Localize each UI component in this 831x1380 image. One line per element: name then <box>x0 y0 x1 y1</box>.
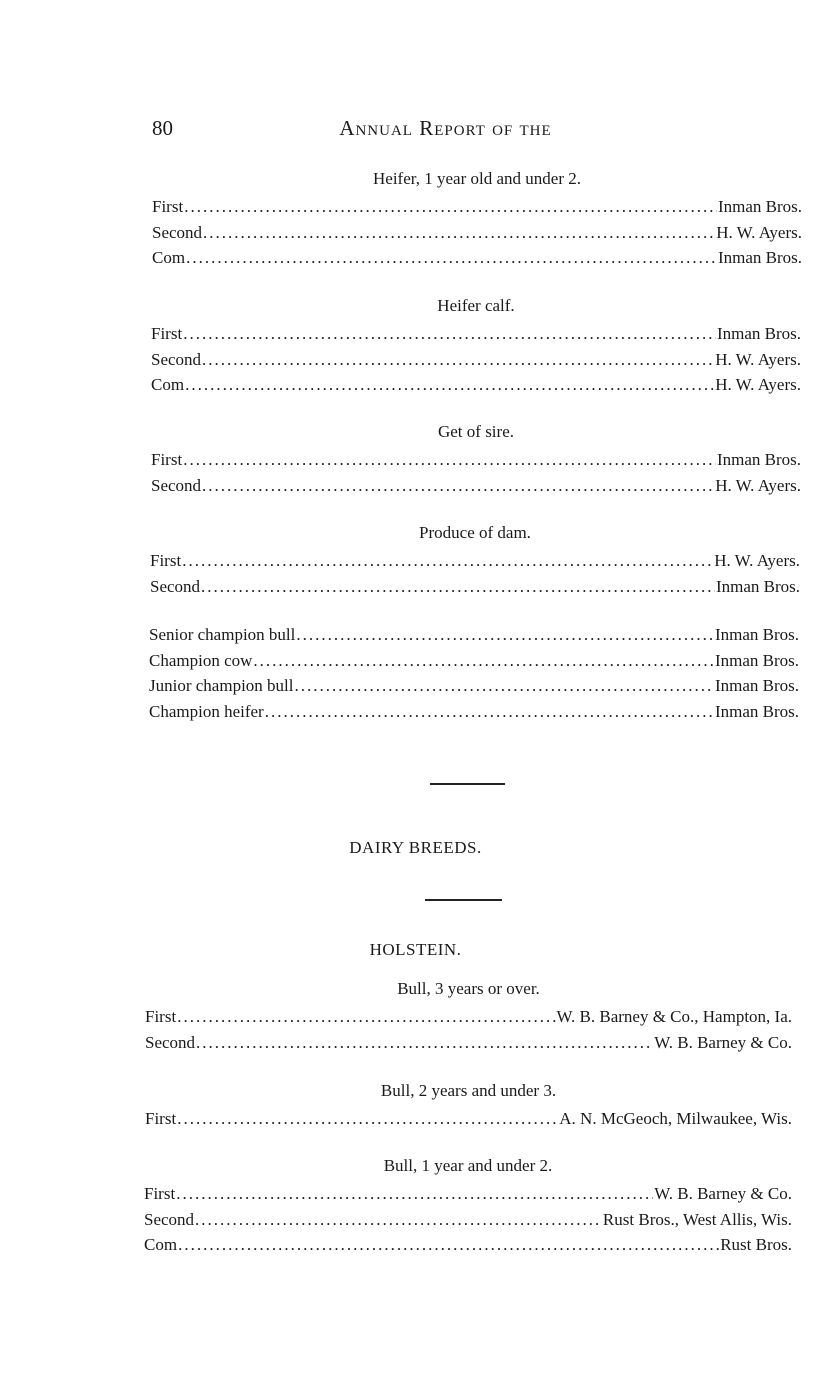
leader-dots <box>203 220 715 246</box>
divider-rule <box>430 783 505 785</box>
award-label: Second <box>145 1032 196 1052</box>
award-label: Second <box>152 222 203 242</box>
award-row <box>150 574 800 600</box>
divider-rule <box>425 899 502 901</box>
leader-dots <box>185 372 714 398</box>
leader-dots <box>178 1232 719 1258</box>
award-row <box>149 673 799 699</box>
award-row <box>152 245 802 271</box>
leader-dots <box>183 321 716 347</box>
award-winner: H. W. Ayers. <box>714 551 800 570</box>
award-label: First <box>151 324 183 343</box>
award-label: Com <box>152 248 186 267</box>
award-label: First <box>150 551 182 570</box>
award-label: First <box>144 1184 176 1203</box>
section-produce-of-dam <box>150 521 800 599</box>
award-label: First <box>152 197 184 216</box>
award-row <box>151 473 801 499</box>
award-winner: Inman Bros. <box>717 197 802 216</box>
section-heading: Produce of dam. <box>419 523 531 542</box>
award-row <box>151 321 801 347</box>
award-winner: Rust Bros. <box>720 1235 792 1254</box>
page-number: 80 <box>152 116 173 140</box>
award-winner: Inman Bros. <box>715 576 800 596</box>
leader-dots <box>184 194 717 220</box>
leader-dots <box>253 648 714 674</box>
award-winner: W. B. Barney & Co. <box>654 1184 792 1203</box>
award-winner: H. W. Ayers. <box>715 349 801 369</box>
section-bull-2-years <box>145 1079 792 1132</box>
leader-dots <box>177 1106 558 1132</box>
award-label: First <box>145 1007 177 1026</box>
award-label: Second <box>151 349 202 369</box>
award-label: Senior champion bull <box>149 625 296 644</box>
leader-dots <box>265 699 714 725</box>
leader-dots <box>196 1030 653 1056</box>
section-bull-1-year <box>144 1154 792 1258</box>
leader-dots <box>296 622 714 648</box>
award-label: Second <box>144 1209 195 1229</box>
award-winner: Inman Bros. <box>716 324 801 343</box>
leader-dots <box>182 548 713 574</box>
award-row <box>149 622 799 648</box>
award-row <box>151 372 801 398</box>
award-winner: H. W. Ayers. <box>716 222 802 242</box>
award-row <box>152 220 802 246</box>
award-label: Champion heifer <box>149 701 264 721</box>
award-row <box>152 194 802 220</box>
award-winner: Inman Bros. <box>717 248 802 267</box>
leader-dots <box>177 1004 555 1030</box>
award-winner: Inman Bros. <box>716 450 801 469</box>
running-head: Annual Report of the <box>339 116 552 140</box>
award-winner: Inman Bros. <box>714 650 799 670</box>
section-heading: Bull, 1 year and under 2. <box>383 1156 553 1175</box>
award-label: Com <box>151 375 185 394</box>
award-winner: Inman Bros. <box>714 676 799 695</box>
award-row <box>145 1030 792 1056</box>
award-winner: W. B. Barney & Co. <box>654 1032 792 1052</box>
section-get-of-sire <box>151 420 801 498</box>
award-label: Com <box>144 1235 178 1254</box>
award-label: Junior champion bull <box>149 676 294 695</box>
section-heading: Bull, 3 years or over. <box>397 979 540 998</box>
award-row <box>145 1004 792 1030</box>
award-winner: Rust Bros., West Allis, Wis. <box>602 1209 792 1229</box>
leader-dots <box>186 245 717 271</box>
leader-dots <box>201 574 715 600</box>
award-winner: W. B. Barney & Co., Hampton, Ia. <box>556 1007 792 1026</box>
section-champions <box>149 622 799 724</box>
section-bull-3-years <box>145 977 792 1055</box>
award-label: First <box>151 450 183 469</box>
award-row <box>150 548 800 574</box>
section-heading: Heifer, 1 year old and under 2. <box>373 169 581 188</box>
award-winner: Inman Bros. <box>714 701 799 721</box>
leader-dots <box>202 473 714 499</box>
section-heifer-calf <box>151 294 801 398</box>
award-row <box>144 1207 792 1233</box>
award-label: First <box>145 1109 177 1128</box>
award-label: Champion cow <box>149 650 253 670</box>
award-row <box>144 1181 792 1207</box>
section-heading: Get of sire. <box>437 422 514 441</box>
section-heading: Bull, 2 years and under 3. <box>380 1081 557 1100</box>
award-winner: Inman Bros. <box>714 625 799 644</box>
award-row <box>151 347 801 373</box>
section-heading: Heifer calf. <box>437 296 515 315</box>
holstein-title: HOLSTEIN. <box>369 940 462 959</box>
dairy-breeds-title: DAIRY BREEDS. <box>349 838 482 857</box>
award-row <box>145 1106 792 1132</box>
award-row <box>149 699 799 725</box>
award-winner: H. W. Ayers. <box>715 375 801 394</box>
section-heifer-1-year <box>152 167 802 271</box>
leader-dots <box>183 447 716 473</box>
award-winner: H. W. Ayers. <box>715 475 801 495</box>
leader-dots <box>176 1181 653 1207</box>
award-row <box>149 648 799 674</box>
award-winner: A. N. McGeoch, Milwaukee, Wis. <box>559 1109 792 1128</box>
leader-dots <box>195 1207 602 1233</box>
award-label: Second <box>151 475 202 495</box>
leader-dots <box>294 673 713 699</box>
award-row <box>144 1232 792 1258</box>
award-label: Second <box>150 576 201 596</box>
award-row <box>151 447 801 473</box>
leader-dots <box>202 347 714 373</box>
